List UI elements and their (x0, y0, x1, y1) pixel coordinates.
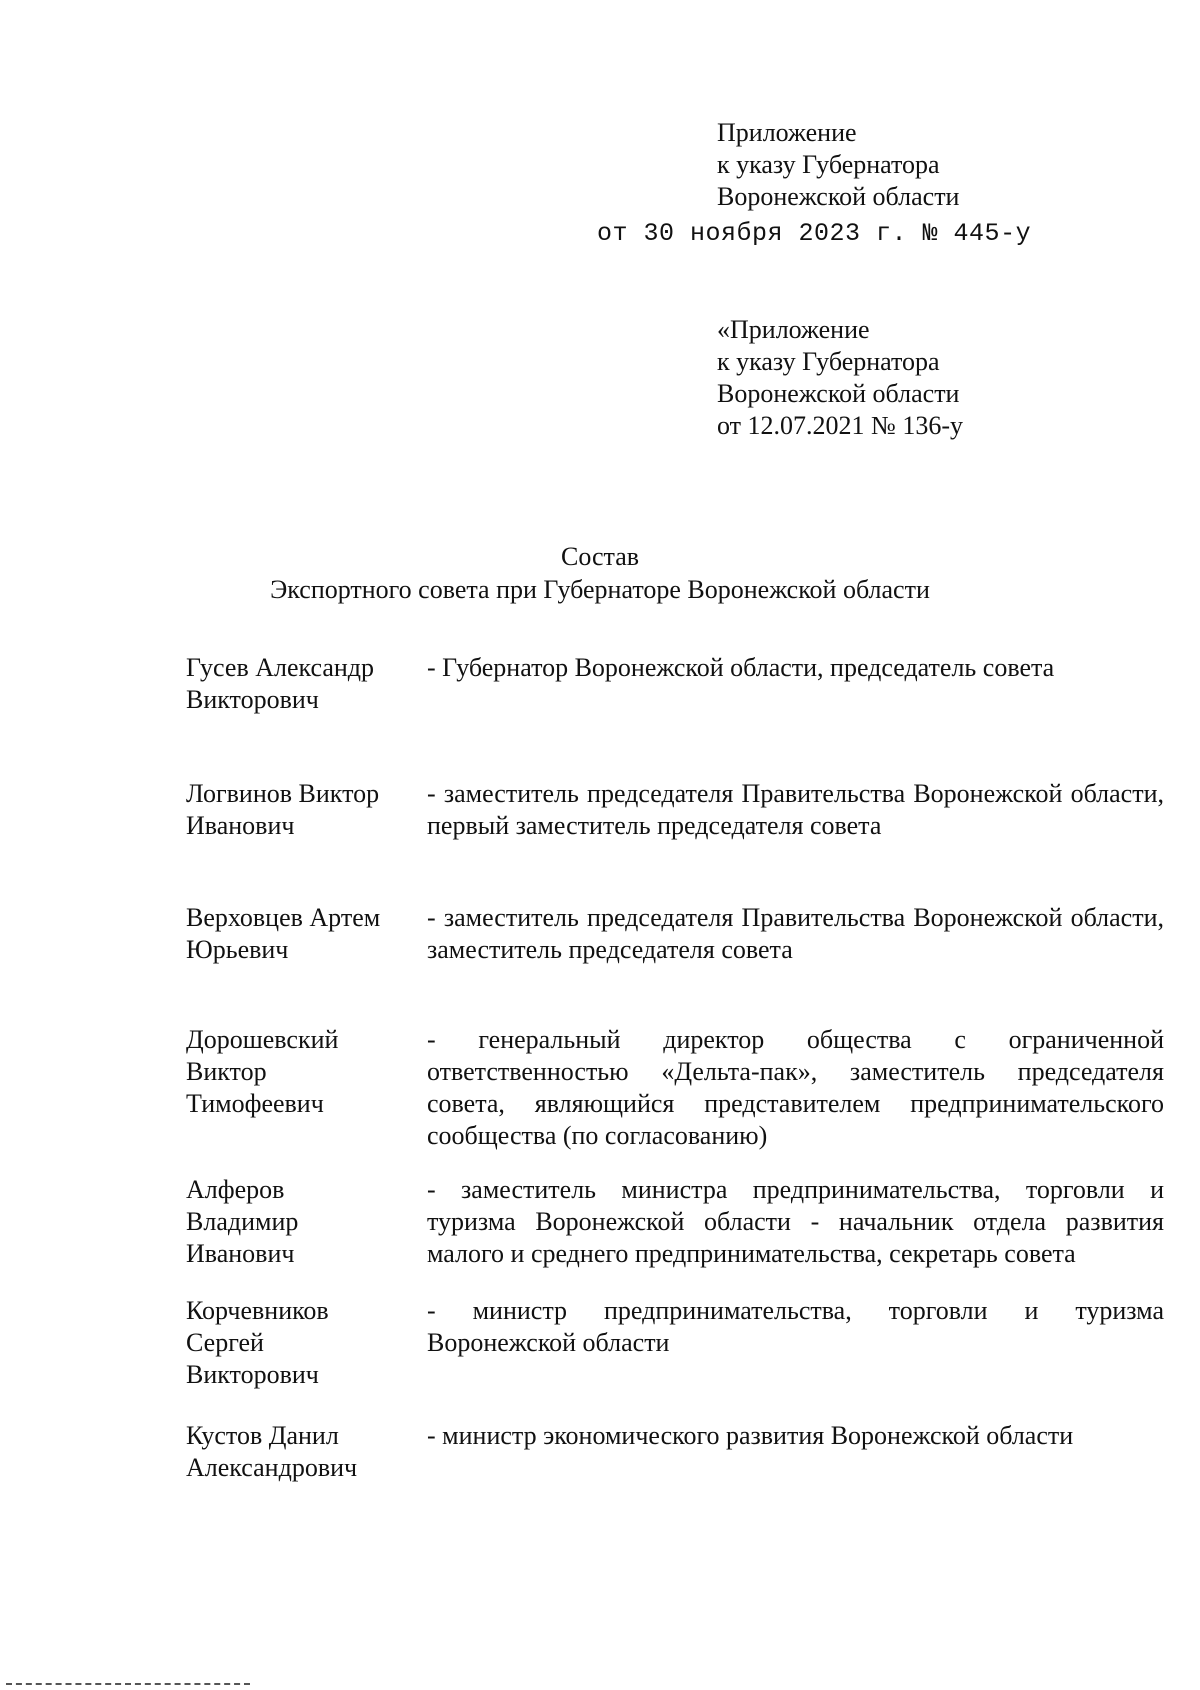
member-name: Гусев Александр Викторович (186, 653, 375, 714)
member-role: - министр предпринимательства, торговли и туризма Воронежской области (427, 1296, 1164, 1357)
previous-appendix-label: «Приложение (717, 315, 870, 344)
member-name: Алферов Владимир Иванович (186, 1175, 299, 1268)
footer-divider (6, 1683, 250, 1687)
appendix-region: Воронежской области (717, 182, 960, 211)
member-name: Дорошевский Виктор Тимофеевич (186, 1025, 339, 1118)
previous-appendix-region: Воронежской области (717, 379, 960, 408)
member-role: - заместитель министра предпринимательства, торговли и туризма Воронежской области - начальник отдела развития малого и среднего предпринимательства, секретарь совета (427, 1175, 1164, 1268)
member-name: Кустов Данил Александрович (186, 1421, 358, 1482)
member-name: Верховцев Артем Юрьевич (186, 903, 381, 964)
appendix-label: Приложение (717, 118, 857, 147)
previous-appendix-header (717, 314, 963, 442)
decree-date-number-stamp: от 30 ноября 2023 г. № 445-у (597, 219, 1032, 248)
title-council-name: Экспортного совета при Губернаторе Воронежской области (270, 575, 930, 604)
member-role: - министр экономического развития Воронежской области (427, 1421, 1074, 1450)
member-name: Корчевников Сергей Викторович (186, 1296, 329, 1389)
member-role: - заместитель председателя Правительства Воронежской области, заместитель председателя совета (427, 903, 1164, 964)
appendix-header (717, 117, 959, 213)
previous-appendix-date-number: от 12.07.2021 № 136-у (717, 411, 963, 440)
title-composition: Состав (560, 542, 640, 571)
member-name: Логвинов Виктор Иванович (186, 779, 380, 840)
member-role: - Губернатор Воронежской области, председатель совета (427, 653, 1055, 682)
member-role: - заместитель председателя Правительства Воронежской области, первый заместитель председателя совета (427, 779, 1164, 840)
member-role: - генеральный директор общества с ограниченной ответственностью «Дельта-пак», заместитель председателя совета, являющийся представителем предпринимательского сообщества (по согласованию) (427, 1025, 1164, 1150)
appendix-decree-ref: к указу Губернатора (717, 150, 940, 179)
document-title (0, 540, 1200, 606)
previous-appendix-decree-ref: к указу Губернатора (717, 347, 940, 376)
